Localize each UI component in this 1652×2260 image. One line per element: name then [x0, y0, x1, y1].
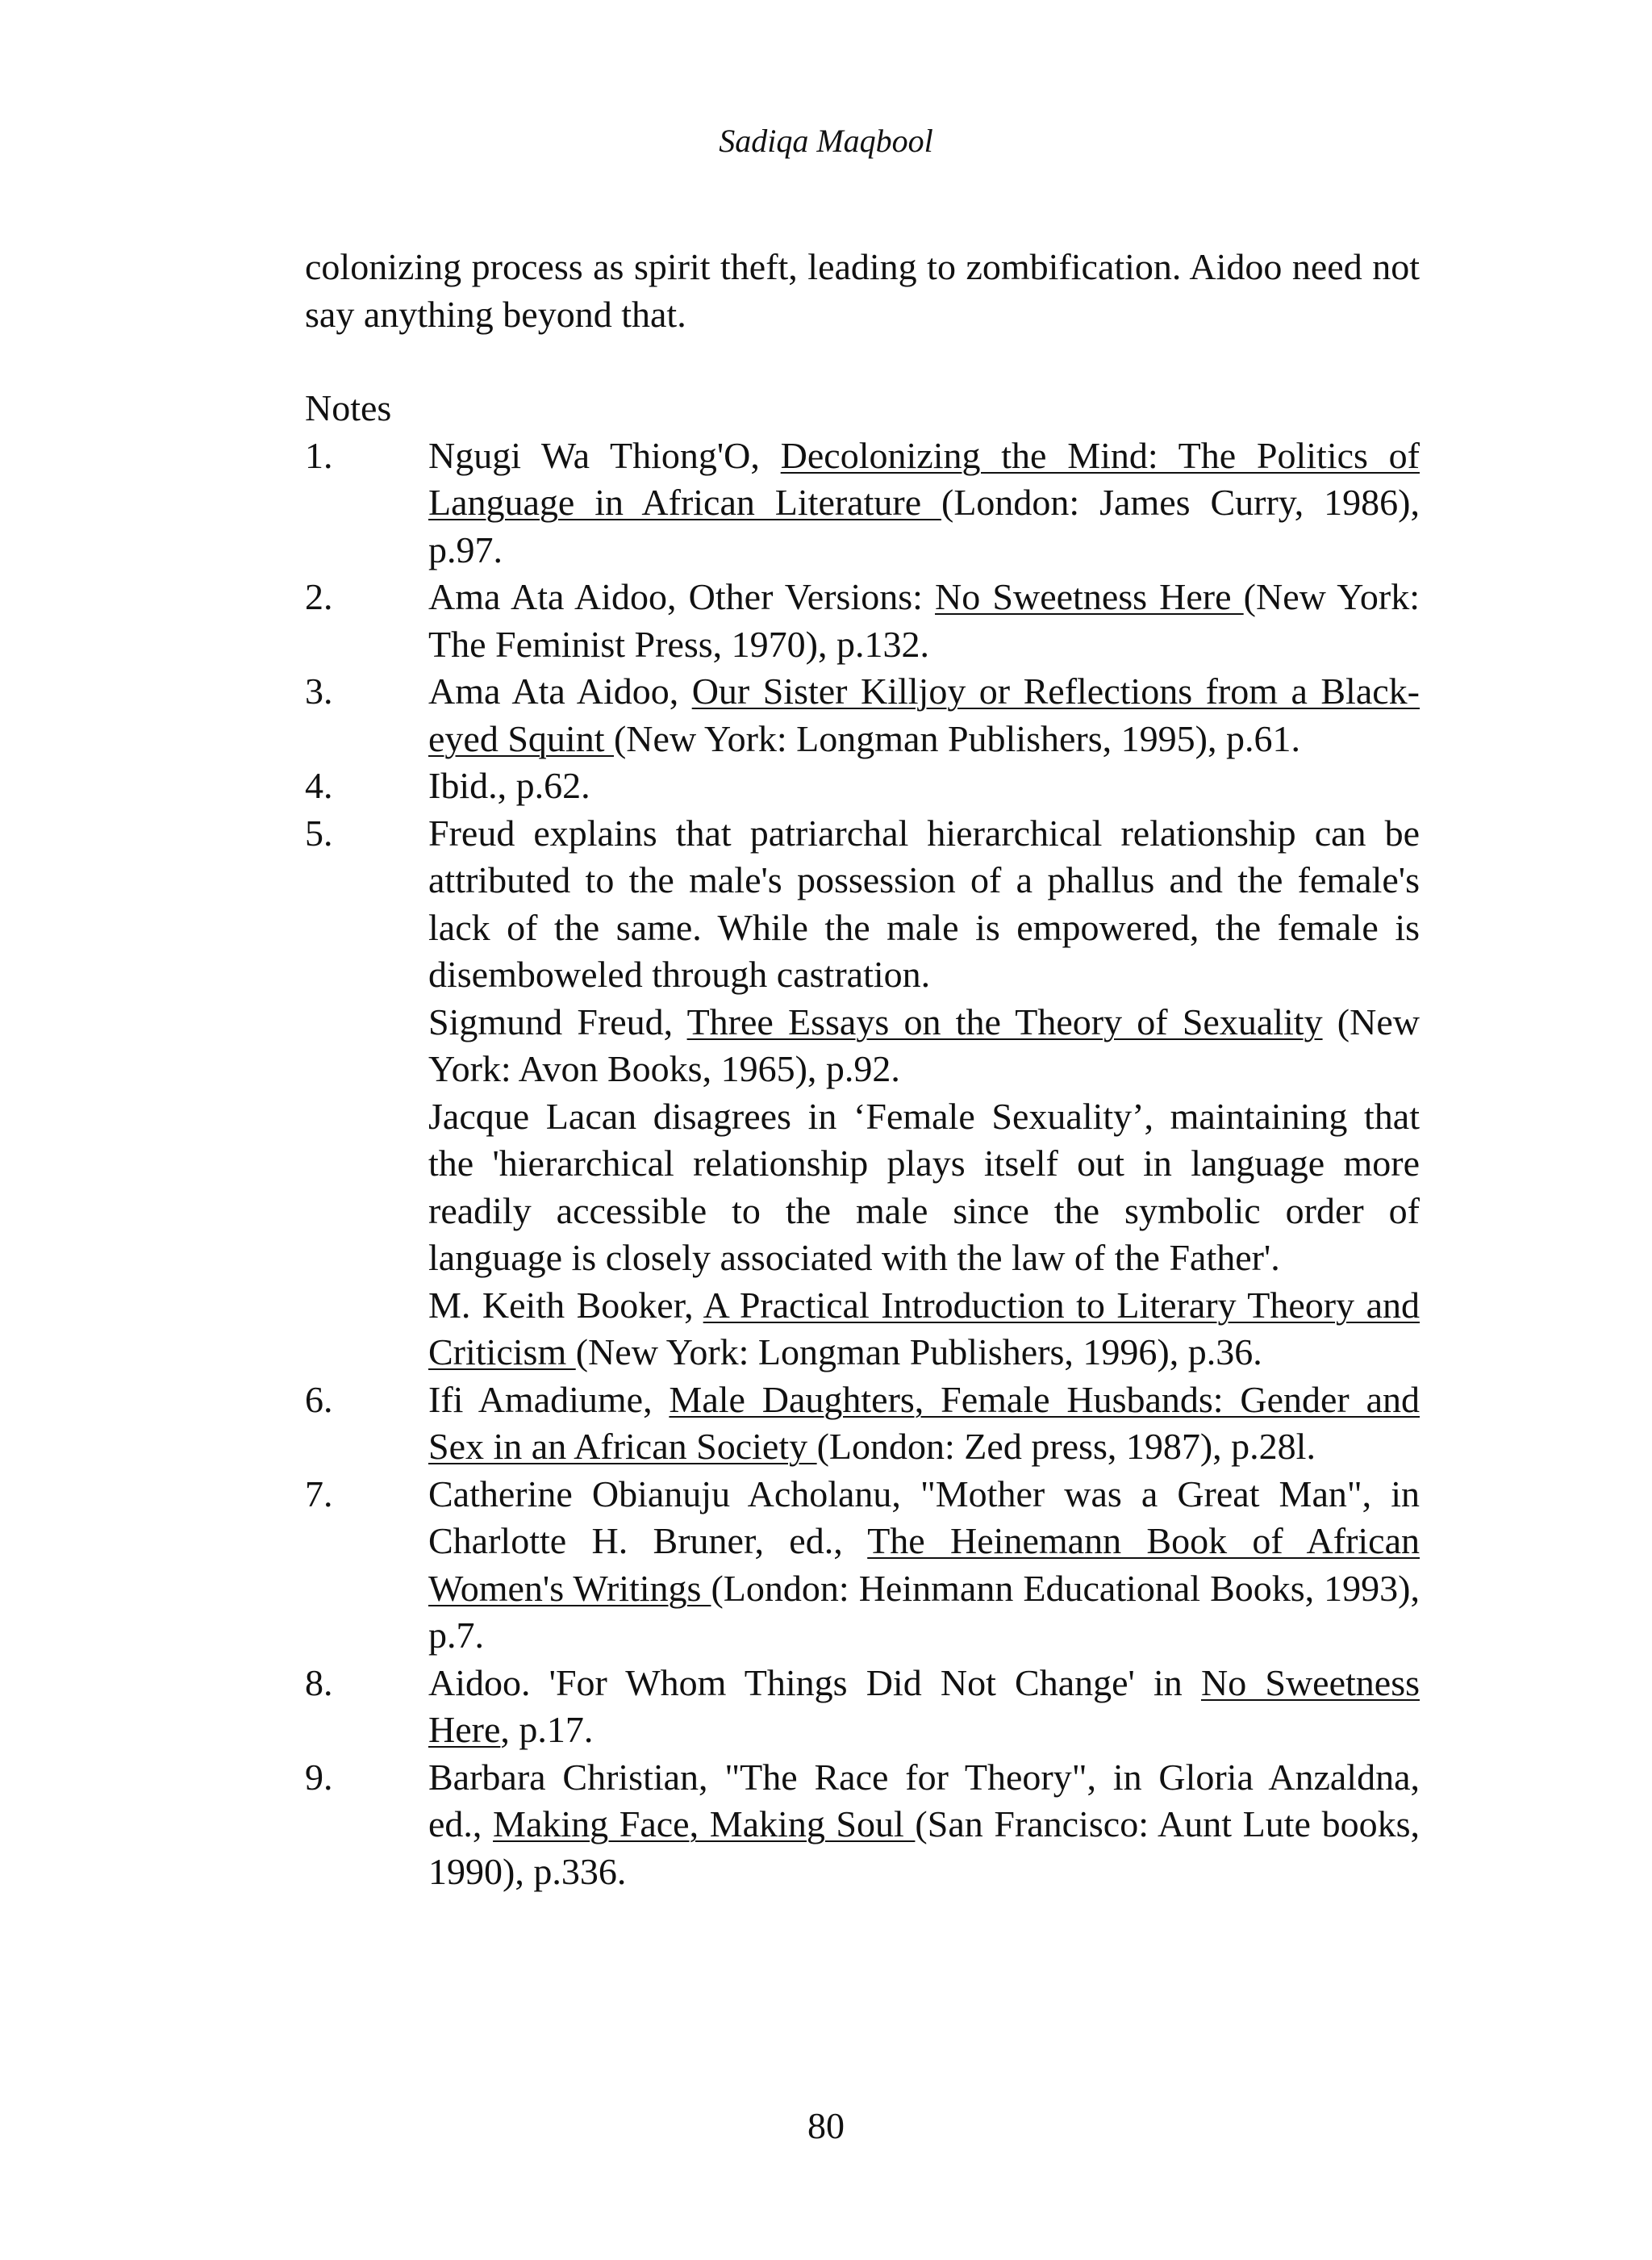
- note-text: (New York: Longman Publishers, 1995), p.61.: [613, 717, 1300, 759]
- note-body: [428, 1376, 1420, 1471]
- cited-title: Three Essays on the Theory of Sexuality: [686, 1000, 1323, 1042]
- cited-title: Making Face, Making Soul: [493, 1803, 916, 1844]
- note-paragraph: [428, 1282, 1420, 1376]
- note-item: [305, 1754, 1420, 1896]
- note-paragraph: [428, 432, 1420, 574]
- note-item: [305, 432, 1420, 574]
- note-body: [428, 1471, 1420, 1660]
- cited-title: Decolonizing the Mind: The Politics of Language in African Literature: [428, 434, 1420, 523]
- running-head: Sadiqa Maqbool: [719, 123, 933, 159]
- note-text: , p.17.: [500, 1709, 594, 1750]
- note-number: 5.: [305, 812, 333, 854]
- note-text: Aidoo. 'For Whom Things Did Not Change' in: [428, 1661, 1201, 1703]
- note-text: (San Francisco: Aunt Lute books, 1990), p.336.: [428, 1803, 1420, 1892]
- note-body: [428, 668, 1420, 762]
- note-item: [305, 1471, 1420, 1660]
- note-paragraph: [428, 999, 1420, 1093]
- note-body: [428, 1754, 1420, 1896]
- note-text: M. Keith Booker,: [428, 1284, 703, 1326]
- cited-title: Male Daughters, Female Husbands: Gender and Sex in an African Society: [428, 1378, 1420, 1467]
- note-paragraph: [428, 1660, 1420, 1754]
- note-number: 1.: [305, 434, 333, 476]
- note-paragraph: [428, 574, 1420, 668]
- note-text: (New York: Longman Publishers, 1996), p.36.: [575, 1331, 1262, 1372]
- note-paragraph: [428, 1093, 1420, 1282]
- note-paragraph: [428, 668, 1420, 762]
- note-item: [305, 762, 1420, 810]
- note-body: [428, 810, 1420, 1376]
- note-paragraph: [428, 1471, 1420, 1660]
- note-text: Catherine Obianuju Acholanu, "Mother was a Great Man", in Charlotte H. Bruner, ed.,: [428, 1473, 1420, 1561]
- note-item: [305, 574, 1420, 668]
- note-item: [305, 1376, 1420, 1471]
- note-text: Ifi Amadiume,: [428, 1378, 670, 1420]
- notes-list: [305, 432, 1420, 1896]
- note-text: (London: Zed press, 1987), p.28l.: [816, 1426, 1316, 1467]
- notes-heading: Notes: [305, 387, 392, 428]
- note-text: (London: Heinmann Educational Books, 1993), p.7.: [428, 1567, 1420, 1656]
- note-text: Barbara Christian, "The Race for Theory", in Gloria Anzaldna, ed.,: [428, 1756, 1420, 1844]
- note-number: 3.: [305, 670, 333, 712]
- cited-title: A Practical Introduction to Literary Theory and Criticism: [428, 1284, 1420, 1372]
- note-text: Ama Ata Aidoo, Other Versions:: [428, 576, 936, 617]
- note-number: 9.: [305, 1756, 333, 1798]
- note-body: [428, 574, 1420, 668]
- note-text: Ibid., p.62.: [428, 765, 590, 806]
- note-item: [305, 668, 1420, 762]
- cited-title: No Sweetness Here: [428, 1661, 1420, 1750]
- note-body: [428, 1660, 1420, 1754]
- note-number: 8.: [305, 1661, 333, 1703]
- note-item: [305, 810, 1420, 1376]
- note-text: Ama Ata Aidoo,: [428, 670, 692, 712]
- note-text: (New York: The Feminist Press, 1970), p.132.: [428, 576, 1420, 665]
- note-number: 6.: [305, 1378, 333, 1420]
- note-item: [305, 1660, 1420, 1754]
- page-number: 80: [807, 2105, 845, 2146]
- note-text: Freud explains that patriarchal hierarchical relationship can be attributed to the male's possession of a phallus and the female's lack of the same. While the male is empowered, the female is disemboweled through castration.: [428, 812, 1420, 995]
- note-paragraph: [428, 810, 1420, 999]
- note-number: 7.: [305, 1473, 333, 1514]
- cited-title: No Sweetness Here: [935, 576, 1244, 617]
- note-text: (London: James Curry, 1986), p.97.: [428, 482, 1420, 570]
- note-text: Sigmund Freud,: [428, 1000, 687, 1042]
- body-paragraph: colonizing process as spirit theft, leading to zombification. Aidoo need not say anything beyond that.: [305, 246, 1420, 335]
- note-text: Jacque Lacan disagrees in ‘Female Sexuality’, maintaining that the 'hierarchical relationship plays itself out in language more readily accessible to the male since the symbolic order of language is closely associated with the law of the Father'.: [428, 1095, 1420, 1278]
- note-paragraph: [428, 1754, 1420, 1896]
- note-paragraph: [428, 1376, 1420, 1471]
- note-text: Ngugi Wa Thiong'O,: [428, 434, 781, 476]
- note-body: [428, 762, 1420, 810]
- note-number: 2.: [305, 576, 333, 617]
- note-body: [428, 432, 1420, 574]
- page-content: [305, 244, 1420, 1895]
- cited-title: The Heinemann Book of African Women's Writings: [428, 1520, 1420, 1609]
- note-paragraph: [428, 762, 1420, 810]
- note-text: (New York: Avon Books, 1965), p.92.: [428, 1000, 1420, 1089]
- cited-title: Our Sister Killjoy or Reflections from a Black- eyed Squint: [428, 670, 1420, 759]
- note-number: 4.: [305, 765, 333, 806]
